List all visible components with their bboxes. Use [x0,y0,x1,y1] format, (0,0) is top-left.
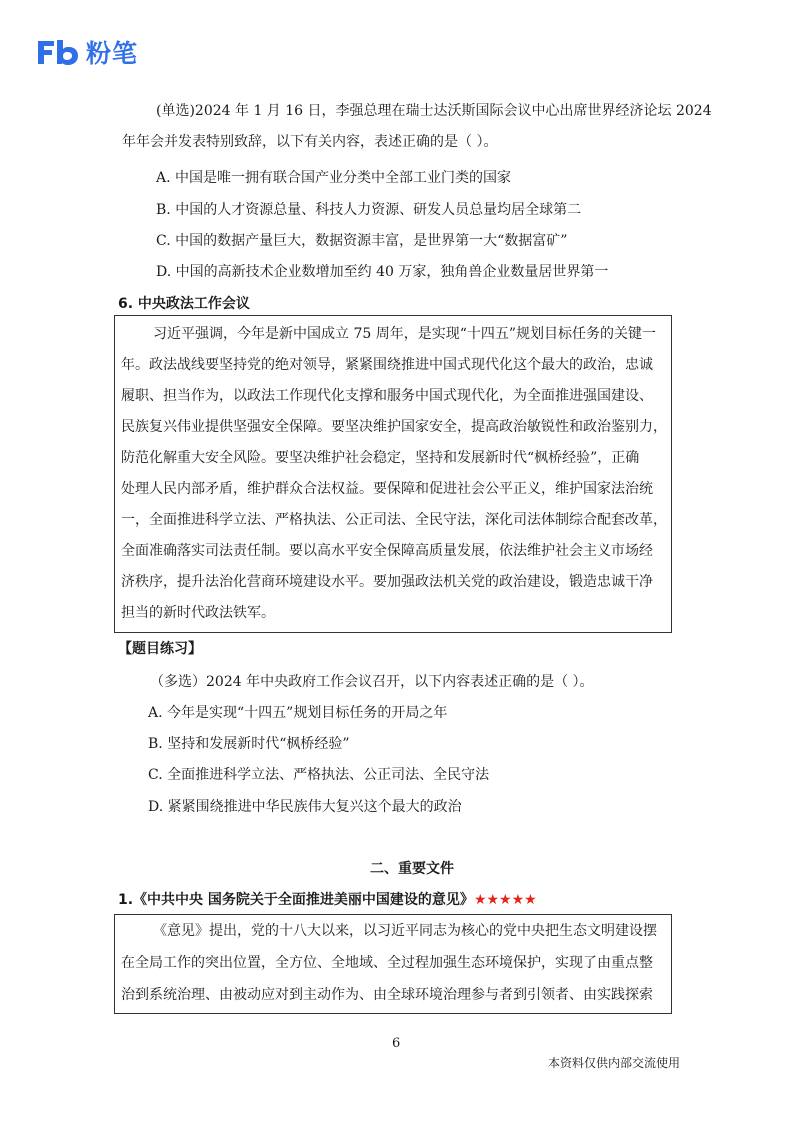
section6-line: 履职、担当作为，以政法工作现代化支撑和服务中国式现代化，为全面推进强国建设、 [121,388,653,404]
rating-stars-icon: ★★★★★ [473,892,537,908]
section6-line: 习近平强调，今年是新中国成立 75 周年，是实现“十四五”规划目标任务的关键一 [153,326,657,342]
section6-content-box [114,315,672,633]
question1-option-a: A. 中国是唯一拥有联合国产业分类中全部工业门类的国家 [156,170,512,186]
question1-option-c: C. 中国的数据产量巨大，数据资源丰富，是世界第一大“数据富矿” [156,233,568,249]
practice-option-c: C. 全面推进科学立法、严格执法、公正司法、全民守法 [148,767,490,783]
question1-option-b: B. 中国的人才资源总量、科技人力资源、研发人员总量均居全球第二 [156,202,582,218]
doc1-line: 治到系统治理、由被动应对到主动作为、由全球环境治理参与者到引领者、由实践探索 [121,987,653,1003]
section6-line: 济秩序，提升法治化营商环境建设水平。要加强政法机关党的政治建设，锻造忠诚干净 [121,574,653,590]
section6-line: 民族复兴伟业提供坚强安全保障。要坚决维护国家安全，提高政治敏锐性和政治鉴别力， [121,419,667,435]
practice-option-a: A. 今年是实现“十四五”规划目标任务的开局之年 [148,705,448,721]
fenbi-logo-icon [36,37,80,67]
doc1-line: 《意见》提出，党的十八大以来，以习近平同志为核心的党中央把生态文明建设摆 [153,923,657,939]
section6-line: 全面准确落实司法责任制。要以高水平安全保障高质量发展，依法维护社会主义市场经 [121,543,653,559]
brand-logo [36,34,138,70]
brand-name: 粉笔 [86,39,139,68]
doc1-title: 1.《中共中央 国务院关于全面推进美丽中国建设的意见》 [118,892,474,908]
section6-line: 处理人民内部矛盾，维护群众合法权益。要保障和促进社会公平正义，维护国家法治统 [121,481,653,497]
practice-option-d: D. 紧紧围绕推进中华民族伟大复兴这个最大的政治 [148,799,462,815]
practice-option-b: B. 坚持和发展新时代“枫桥经验” [148,736,350,752]
section6-line: 防范化解重大安全风险。要坚决维护社会稳定，坚持和发展新时代“枫桥经验”，正确 [121,450,640,466]
section6-title: 6. 中央政法工作会议 [118,296,250,312]
section6-line: 年。政法战线要坚持党的绝对领导，紧紧围绕推进中国式现代化这个最大的政治，忠诚 [121,357,653,373]
doc1-content-box [114,914,672,1014]
practice-title: 【题目练习】 [118,641,202,657]
part2-title: 二、重要文件 [370,861,454,877]
doc1-line: 在全局工作的突出位置，全方位、全地域、全过程加强生态环境保护，实现了由重点整 [121,955,653,971]
doc1-heading [118,890,537,910]
question1-stem-line2: 年年会并发表特别致辞，以下有关内容，表述正确的是（ ）。 [122,134,498,150]
page-number: 6 [392,1036,401,1051]
practice-stem: （多选）2024 年中央政府工作会议召开，以下内容表述正确的是（ ）。 [150,674,594,690]
question1-stem-line1: (单选)2024 年 1 月 16 日，李强总理在瑞士达沃斯国际会议中心出席世界经济论坛 2024 [156,103,712,119]
section6-line: 担当的新时代政法铁军。 [121,605,275,621]
section6-line: 一，全面推进科学立法、严格执法、公正司法、全民守法，深化司法体制综合配套改革， [121,512,667,528]
question1-option-d: D. 中国的高新技术企业数增加至约 40 万家，独角兽企业数量居世界第一 [156,264,609,280]
footer-note: 本资料仅供内部交流使用 [547,1056,680,1070]
